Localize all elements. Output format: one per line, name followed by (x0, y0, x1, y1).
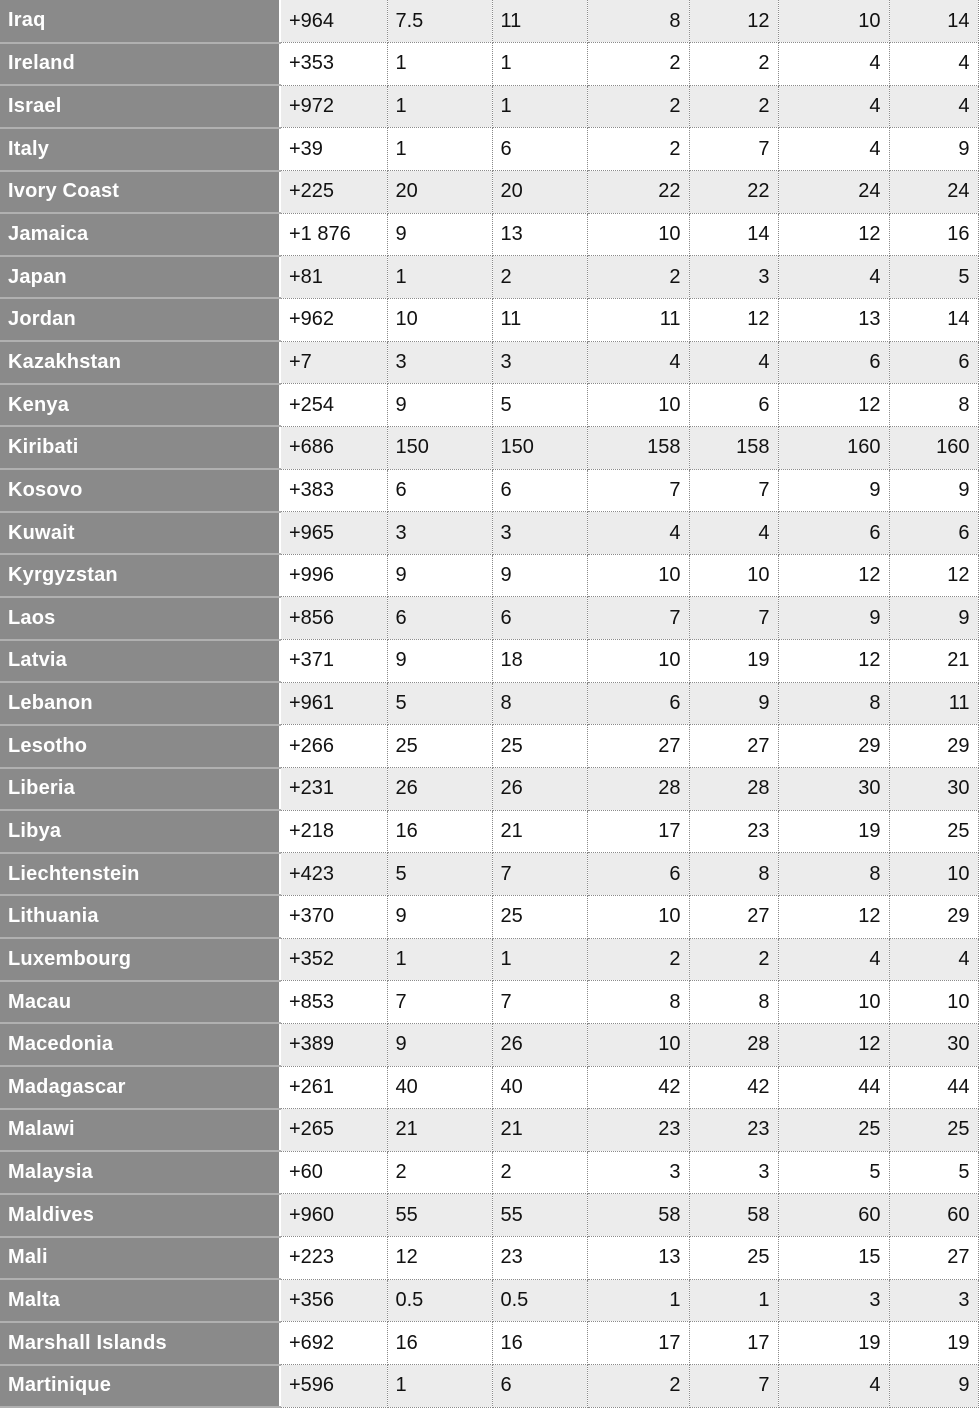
rate-cell: 13 (492, 213, 587, 256)
rate-cell: 6 (889, 341, 978, 384)
rate-cell: 28 (689, 768, 778, 811)
rate-cell: 9 (387, 895, 492, 938)
dial-code-cell: +223 (280, 1237, 387, 1280)
rate-cell: 3 (778, 1279, 889, 1322)
rate-cell: 25 (889, 1109, 978, 1152)
rate-cell: 6 (492, 128, 587, 171)
rate-cell: 17 (689, 1322, 778, 1365)
rate-cell: 4 (778, 128, 889, 171)
table-row (0, 640, 978, 683)
rate-cell: 7.5 (387, 0, 492, 43)
rate-cell: 40 (387, 1066, 492, 1109)
rate-cell: 10 (889, 853, 978, 896)
country-name-cell: Malawi (0, 1109, 280, 1152)
rate-cell: 150 (492, 426, 587, 469)
dial-code-cell: +352 (280, 938, 387, 981)
rate-cell: 11 (587, 298, 689, 341)
dial-code-cell: +962 (280, 298, 387, 341)
rate-cell: 6 (387, 469, 492, 512)
rate-cell: 28 (587, 768, 689, 811)
rate-cell: 3 (492, 512, 587, 555)
table-row (0, 469, 978, 512)
rate-cell: 9 (387, 213, 492, 256)
rate-cell: 3 (387, 341, 492, 384)
table-row (0, 1365, 978, 1408)
country-name-cell: Mali (0, 1237, 280, 1280)
rate-cell: 4 (587, 341, 689, 384)
rate-cell: 9 (889, 597, 978, 640)
rate-cell: 6 (778, 341, 889, 384)
country-name-cell: Latvia (0, 640, 280, 683)
rate-cell: 4 (889, 85, 978, 128)
table-row (0, 853, 978, 896)
table-row (0, 682, 978, 725)
rate-cell: 12 (778, 213, 889, 256)
dial-code-cell: +261 (280, 1066, 387, 1109)
rate-cell: 30 (778, 768, 889, 811)
rate-cell: 25 (387, 725, 492, 768)
rate-cell: 2 (689, 85, 778, 128)
table-row (0, 597, 978, 640)
country-name-cell: Kenya (0, 384, 280, 427)
rate-cell: 11 (492, 0, 587, 43)
table-row (0, 298, 978, 341)
rate-cell: 2 (587, 43, 689, 86)
rate-cell: 1 (387, 1365, 492, 1408)
rate-cell: 12 (778, 384, 889, 427)
rate-cell: 27 (587, 725, 689, 768)
dial-code-cell: +853 (280, 981, 387, 1024)
country-name-cell: Luxembourg (0, 938, 280, 981)
rate-cell: 7 (689, 597, 778, 640)
rate-cell: 12 (689, 298, 778, 341)
rate-cell: 16 (387, 810, 492, 853)
rate-cell: 60 (778, 1194, 889, 1237)
rate-cell: 9 (387, 1023, 492, 1066)
dial-code-cell: +266 (280, 725, 387, 768)
dial-code-cell: +972 (280, 85, 387, 128)
country-name-cell: Iraq (0, 0, 280, 43)
rate-cell: 60 (889, 1194, 978, 1237)
rate-cell: 1 (587, 1279, 689, 1322)
rate-cell: 14 (889, 298, 978, 341)
rate-cell: 8 (689, 853, 778, 896)
rate-cell: 3 (889, 1279, 978, 1322)
rate-cell: 1 (387, 938, 492, 981)
rate-cell: 17 (587, 1322, 689, 1365)
rate-cell: 7 (387, 981, 492, 1024)
dial-code-cell: +961 (280, 682, 387, 725)
rate-cell: 0.5 (492, 1279, 587, 1322)
rate-cell: 9 (778, 469, 889, 512)
rate-cell: 1 (387, 43, 492, 86)
rate-cell: 58 (587, 1194, 689, 1237)
rate-cell: 19 (778, 1322, 889, 1365)
rate-cell: 4 (587, 512, 689, 555)
country-name-cell: Malta (0, 1279, 280, 1322)
rate-cell: 27 (889, 1237, 978, 1280)
dial-code-cell: +353 (280, 43, 387, 86)
dial-code-cell: +370 (280, 895, 387, 938)
country-name-cell: Jordan (0, 298, 280, 341)
dial-code-cell: +389 (280, 1023, 387, 1066)
dial-code-cell: +856 (280, 597, 387, 640)
rate-cell: 25 (889, 810, 978, 853)
table-row (0, 1194, 978, 1237)
rate-cell: 55 (387, 1194, 492, 1237)
rate-cell: 23 (689, 1109, 778, 1152)
dial-code-cell: +965 (280, 512, 387, 555)
dial-code-cell: +265 (280, 1109, 387, 1152)
country-name-cell: Kosovo (0, 469, 280, 512)
rate-cell: 2 (689, 43, 778, 86)
rate-cell: 23 (689, 810, 778, 853)
rate-cell: 21 (387, 1109, 492, 1152)
country-name-cell: Martinique (0, 1365, 280, 1408)
rate-cell: 44 (889, 1066, 978, 1109)
rate-cell: 42 (587, 1066, 689, 1109)
rate-cell: 2 (587, 1365, 689, 1408)
rate-cell: 5 (492, 384, 587, 427)
rate-cell: 10 (587, 384, 689, 427)
rate-cell: 5 (889, 256, 978, 299)
rate-cell: 1 (492, 43, 587, 86)
table-row (0, 938, 978, 981)
rate-cell: 16 (387, 1322, 492, 1365)
rate-cell: 4 (689, 341, 778, 384)
rate-cell: 12 (778, 554, 889, 597)
country-name-cell: Kuwait (0, 512, 280, 555)
rate-cell: 13 (778, 298, 889, 341)
rate-cell: 12 (778, 640, 889, 683)
rate-cell: 6 (492, 1365, 587, 1408)
dial-code-cell: +254 (280, 384, 387, 427)
rate-cell: 8 (689, 981, 778, 1024)
rate-cell: 9 (889, 1365, 978, 1408)
dial-code-cell: +356 (280, 1279, 387, 1322)
rate-cell: 7 (492, 853, 587, 896)
rate-cell: 58 (689, 1194, 778, 1237)
table-row (0, 0, 978, 43)
rate-cell: 21 (492, 810, 587, 853)
dial-code-cell: +960 (280, 1194, 387, 1237)
table-row (0, 554, 978, 597)
rate-cell: 5 (889, 1151, 978, 1194)
country-name-cell: Malaysia (0, 1151, 280, 1194)
rate-cell: 10 (587, 554, 689, 597)
dial-code-cell: +383 (280, 469, 387, 512)
table-row (0, 384, 978, 427)
country-name-cell: Maldives (0, 1194, 280, 1237)
country-name-cell: Liechtenstein (0, 853, 280, 896)
rate-cell: 12 (889, 554, 978, 597)
rate-cell: 10 (778, 0, 889, 43)
rate-cell: 9 (889, 469, 978, 512)
rate-cell: 27 (689, 725, 778, 768)
rate-cell: 4 (889, 938, 978, 981)
rate-cell: 17 (587, 810, 689, 853)
rate-cell: 2 (587, 128, 689, 171)
rate-cell: 7 (492, 981, 587, 1024)
rate-cell: 30 (889, 1023, 978, 1066)
rate-cell: 12 (778, 895, 889, 938)
country-name-cell: Italy (0, 128, 280, 171)
rate-cell: 4 (778, 1365, 889, 1408)
rate-cell: 28 (689, 1023, 778, 1066)
dial-code-cell: +371 (280, 640, 387, 683)
rate-cell: 8 (778, 853, 889, 896)
rate-cell: 25 (492, 725, 587, 768)
rate-cell: 29 (889, 895, 978, 938)
rate-cell: 0.5 (387, 1279, 492, 1322)
rate-cell: 20 (492, 171, 587, 214)
country-name-cell: Lithuania (0, 895, 280, 938)
table-row (0, 895, 978, 938)
rate-cell: 19 (889, 1322, 978, 1365)
rate-cell: 19 (778, 810, 889, 853)
rate-cell: 10 (778, 981, 889, 1024)
rate-cell: 9 (387, 554, 492, 597)
rate-cell: 22 (689, 171, 778, 214)
rate-cell: 3 (587, 1151, 689, 1194)
rate-cell: 24 (778, 171, 889, 214)
table-row (0, 810, 978, 853)
rate-cell: 3 (689, 256, 778, 299)
rate-cell: 6 (587, 682, 689, 725)
rate-cell: 8 (587, 981, 689, 1024)
dial-code-cell: +692 (280, 1322, 387, 1365)
rate-cell: 10 (587, 213, 689, 256)
rate-cell: 3 (689, 1151, 778, 1194)
dial-code-cell: +39 (280, 128, 387, 171)
country-name-cell: Laos (0, 597, 280, 640)
rate-cell: 9 (492, 554, 587, 597)
rate-cell: 20 (387, 171, 492, 214)
dial-code-cell: +225 (280, 171, 387, 214)
rate-cell: 4 (778, 85, 889, 128)
rate-cell: 26 (387, 768, 492, 811)
rate-cell: 2 (587, 85, 689, 128)
rate-cell: 12 (778, 1023, 889, 1066)
rate-cell: 9 (778, 597, 889, 640)
country-name-cell: Liberia (0, 768, 280, 811)
rate-cell: 25 (778, 1109, 889, 1152)
country-name-cell: Japan (0, 256, 280, 299)
rate-cell: 8 (587, 0, 689, 43)
table-row (0, 768, 978, 811)
rate-cell: 14 (689, 213, 778, 256)
dial-code-cell: +596 (280, 1365, 387, 1408)
rate-cell: 21 (492, 1109, 587, 1152)
rate-cell: 40 (492, 1066, 587, 1109)
rate-cell: 9 (387, 640, 492, 683)
rate-cell: 10 (587, 640, 689, 683)
rate-cell: 4 (778, 256, 889, 299)
rate-cell: 2 (689, 938, 778, 981)
rate-cell: 1 (387, 256, 492, 299)
dial-code-cell: +218 (280, 810, 387, 853)
rate-cell: 12 (387, 1237, 492, 1280)
rate-cell: 2 (587, 256, 689, 299)
country-name-cell: Ivory Coast (0, 171, 280, 214)
table-row (0, 213, 978, 256)
rate-cell: 7 (689, 1365, 778, 1408)
country-name-cell: Jamaica (0, 213, 280, 256)
rate-cell: 7 (587, 597, 689, 640)
dial-code-cell: +1 876 (280, 213, 387, 256)
rate-cell: 29 (889, 725, 978, 768)
rate-cell: 23 (492, 1237, 587, 1280)
rate-cell: 8 (889, 384, 978, 427)
rate-cell: 158 (587, 426, 689, 469)
table-row (0, 341, 978, 384)
rate-cell: 6 (587, 853, 689, 896)
rate-cell: 15 (778, 1237, 889, 1280)
rate-cell: 10 (387, 298, 492, 341)
rate-cell: 160 (889, 426, 978, 469)
country-name-cell: Libya (0, 810, 280, 853)
table-row (0, 171, 978, 214)
rate-cell: 1 (492, 938, 587, 981)
rate-cell: 22 (587, 171, 689, 214)
dial-code-cell: +81 (280, 256, 387, 299)
rate-cell: 10 (587, 895, 689, 938)
rate-cell: 9 (889, 128, 978, 171)
rate-cell: 10 (587, 1023, 689, 1066)
rate-cell: 9 (689, 682, 778, 725)
country-name-cell: Lesotho (0, 725, 280, 768)
rate-cell: 27 (689, 895, 778, 938)
rate-cell: 1 (492, 85, 587, 128)
rate-cell: 6 (387, 597, 492, 640)
rate-cell: 2 (587, 938, 689, 981)
rate-cell: 14 (889, 0, 978, 43)
rate-cell: 11 (889, 682, 978, 725)
country-name-cell: Ireland (0, 43, 280, 86)
rate-cell: 9 (387, 384, 492, 427)
country-name-cell: Kazakhstan (0, 341, 280, 384)
rate-cell: 1 (689, 1279, 778, 1322)
table-row (0, 1109, 978, 1152)
country-name-cell: Madagascar (0, 1066, 280, 1109)
rate-cell: 21 (889, 640, 978, 683)
table-row (0, 1237, 978, 1280)
table-row (0, 1279, 978, 1322)
rate-cell: 44 (778, 1066, 889, 1109)
rate-cell: 12 (689, 0, 778, 43)
rate-cell: 2 (387, 1151, 492, 1194)
rate-cell: 8 (492, 682, 587, 725)
dial-code-cell: +231 (280, 768, 387, 811)
table-row (0, 1066, 978, 1109)
rate-cell: 8 (778, 682, 889, 725)
country-name-cell: Kyrgyzstan (0, 554, 280, 597)
dial-code-cell: +996 (280, 554, 387, 597)
rate-cell: 26 (492, 1023, 587, 1066)
rate-cell: 2 (492, 1151, 587, 1194)
dial-code-cell: +60 (280, 1151, 387, 1194)
rate-cell: 6 (689, 384, 778, 427)
rate-cell: 10 (689, 554, 778, 597)
rate-cell: 10 (889, 981, 978, 1024)
table-row (0, 43, 978, 86)
rate-cell: 2 (492, 256, 587, 299)
table-row (0, 128, 978, 171)
rate-cell: 160 (778, 426, 889, 469)
country-name-cell: Macedonia (0, 1023, 280, 1066)
dial-code-cell: +423 (280, 853, 387, 896)
rate-cell: 23 (587, 1109, 689, 1152)
rate-cell: 4 (778, 938, 889, 981)
rate-cell: 6 (492, 597, 587, 640)
country-name-cell: Lebanon (0, 682, 280, 725)
country-name-cell: Israel (0, 85, 280, 128)
rate-cell: 158 (689, 426, 778, 469)
table-row (0, 1322, 978, 1365)
dial-code-cell: +7 (280, 341, 387, 384)
rate-cell: 5 (387, 853, 492, 896)
rate-cell: 6 (492, 469, 587, 512)
rate-cell: 6 (889, 512, 978, 555)
rate-cell: 1 (387, 85, 492, 128)
rate-cell: 42 (689, 1066, 778, 1109)
rate-cell: 3 (492, 341, 587, 384)
rate-cell: 16 (492, 1322, 587, 1365)
rate-cell: 18 (492, 640, 587, 683)
rate-cell: 7 (689, 469, 778, 512)
rate-cell: 7 (689, 128, 778, 171)
rate-cell: 4 (889, 43, 978, 86)
table-row (0, 981, 978, 1024)
rate-cell: 16 (889, 213, 978, 256)
table-row (0, 1023, 978, 1066)
rate-cell: 4 (689, 512, 778, 555)
country-name-cell: Kiribati (0, 426, 280, 469)
table-row (0, 426, 978, 469)
table-row (0, 512, 978, 555)
rate-cell: 3 (387, 512, 492, 555)
rate-cell: 150 (387, 426, 492, 469)
table-row (0, 85, 978, 128)
rate-cell: 6 (778, 512, 889, 555)
rate-cell: 30 (889, 768, 978, 811)
rate-cell: 11 (492, 298, 587, 341)
dial-code-cell: +686 (280, 426, 387, 469)
rate-cell: 26 (492, 768, 587, 811)
rate-cell: 5 (778, 1151, 889, 1194)
rate-cell: 24 (889, 171, 978, 214)
rate-cell: 29 (778, 725, 889, 768)
rate-cell: 55 (492, 1194, 587, 1237)
rate-cell: 19 (689, 640, 778, 683)
table-row (0, 725, 978, 768)
rate-cell: 25 (689, 1237, 778, 1280)
country-name-cell: Macau (0, 981, 280, 1024)
country-name-cell: Marshall Islands (0, 1322, 280, 1365)
dial-code-cell: +964 (280, 0, 387, 43)
rate-cell: 13 (587, 1237, 689, 1280)
rate-cell: 1 (387, 128, 492, 171)
table-row (0, 1151, 978, 1194)
rate-cell: 25 (492, 895, 587, 938)
rate-cell: 7 (587, 469, 689, 512)
rate-cell: 4 (778, 43, 889, 86)
table-row (0, 256, 978, 299)
rate-cell: 5 (387, 682, 492, 725)
